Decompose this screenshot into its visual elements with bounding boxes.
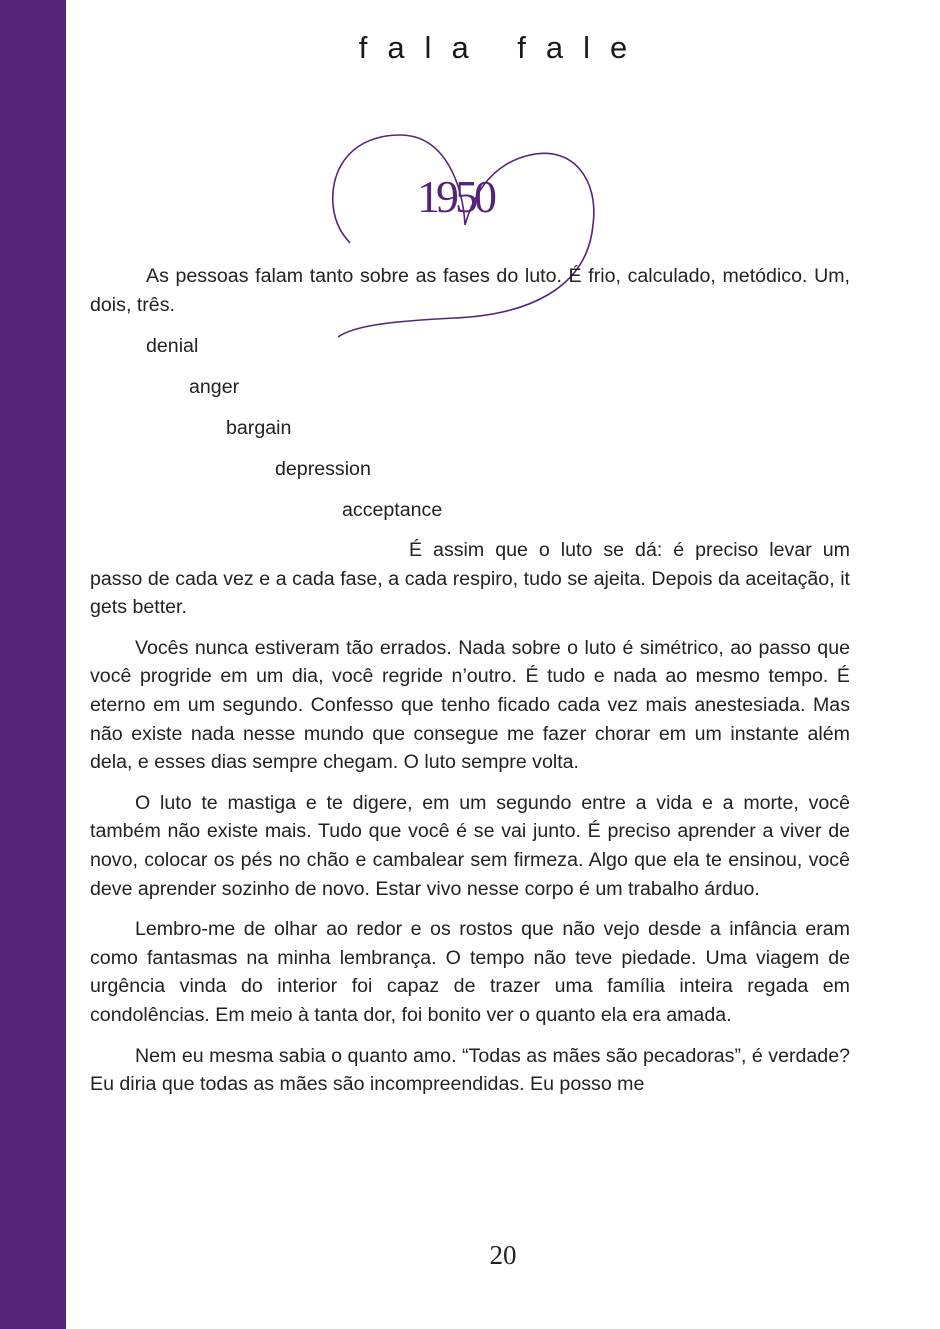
body-text [90, 536, 850, 1111]
page-number: 20 [489, 1240, 517, 1270]
body-paragraph: O luto te mastiga e te digere, em um segundo entre a vida e a morte, você também não existe mais. Tudo que você é se vai junto. É preciso aprender a viver de novo, colocar os pés no chão e cambalear sem firmeza. Algo que ela te ensinou, você deve aprender sozinho de novo. Estar vivo nesse corpo é um trabalho árduo. [90, 791, 850, 900]
stage-depression: depression [275, 458, 371, 480]
body-paragraph: Vocês nunca estiveram tão errados. Nada sobre o luto é simétrico, ao passo que você progride em um dia, você regride n’outro. É tudo e nada ao mesmo tempo. É eterno em um segundo. Confesso que tenho ficado cada vez mais anestesiada. Mas não existe nada nesse mundo que consegue me fazer chorar em um instante além dela, e esses dias sempre chegam. O luto sempre volta. [90, 636, 850, 774]
body-paragraph: Lembro-me de olhar ao redor e os rostos que não vejo desde a infância eram como fantasmas na minha lembrança. O tempo não teve piedade. Uma viagem de urgência vinda do interior foi capaz de trazer uma família inteira regada em condolências. Em meio à tanta dor, foi bonito ver o quanto ela era amada. [90, 918, 850, 1026]
intro-paragraph: As pessoas falam tanto sobre as fases do luto. É frio, calculado, metódico. Um, dois, três. [90, 265, 850, 316]
stage-denial: denial [146, 335, 199, 357]
body-paragraph: É assim que o luto se dá: é preciso levar um passo de cada vez e a cada fase, a cada respiro, tudo se ajeita. Depois da aceitação, it gets better. [90, 539, 850, 619]
stage-acceptance: acceptance [342, 499, 443, 521]
intro-section [90, 262, 850, 325]
stage-anger: anger [189, 376, 240, 398]
chapter-year: 1950 [417, 171, 493, 222]
body-paragraph: Nem eu mesma sabia o quanto amo. “Todas as mães são pecadoras”, é verdade? Eu diria que todas as mães são incompreendidas. Eu posso me [90, 1044, 850, 1096]
stage-bargain: bargain [226, 417, 292, 439]
book-title: fala fale [358, 30, 648, 65]
side-color-bar [0, 0, 66, 1329]
